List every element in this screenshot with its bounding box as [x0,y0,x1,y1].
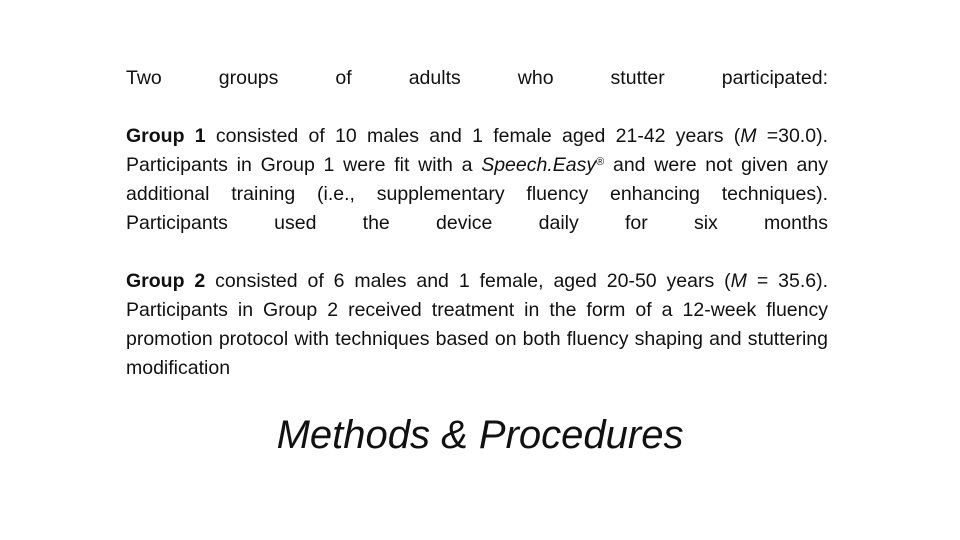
group1-label: Group 1 [126,125,206,147]
group2-mean-symbol: M [730,270,747,292]
group2-text-b: = 35.6). Participants in Group 2 received treatment in the form of a 12-week fluency promotion protocol with techniques based on both fluency shaping and stuttering modification [126,270,828,379]
registered-mark: ® [596,156,605,168]
group1-mean-symbol: M [740,125,757,147]
group1-text-b: =30.0). Participants in Group 1 were fit with a [126,125,828,176]
intro-text: Two groups of adults who stutter participated: [126,67,828,89]
group1-paragraph [126,122,828,238]
group2-text-a: consisted of 6 males and 1 female, aged 20-50 years ( [205,270,731,292]
slide-title: Methods & Procedures [276,413,684,457]
group2-paragraph [126,267,828,383]
group2-label: Group 2 [126,270,206,292]
group1-device-name: Speech.Easy [481,154,597,176]
group1-text-a: consisted of 10 males and 1 female aged 21-42 years ( [205,125,741,147]
group1-text-c: and were not given any additional training (i.e., supplementary fluency enhancing techniques). Participants used the device daily for six months [126,154,828,234]
